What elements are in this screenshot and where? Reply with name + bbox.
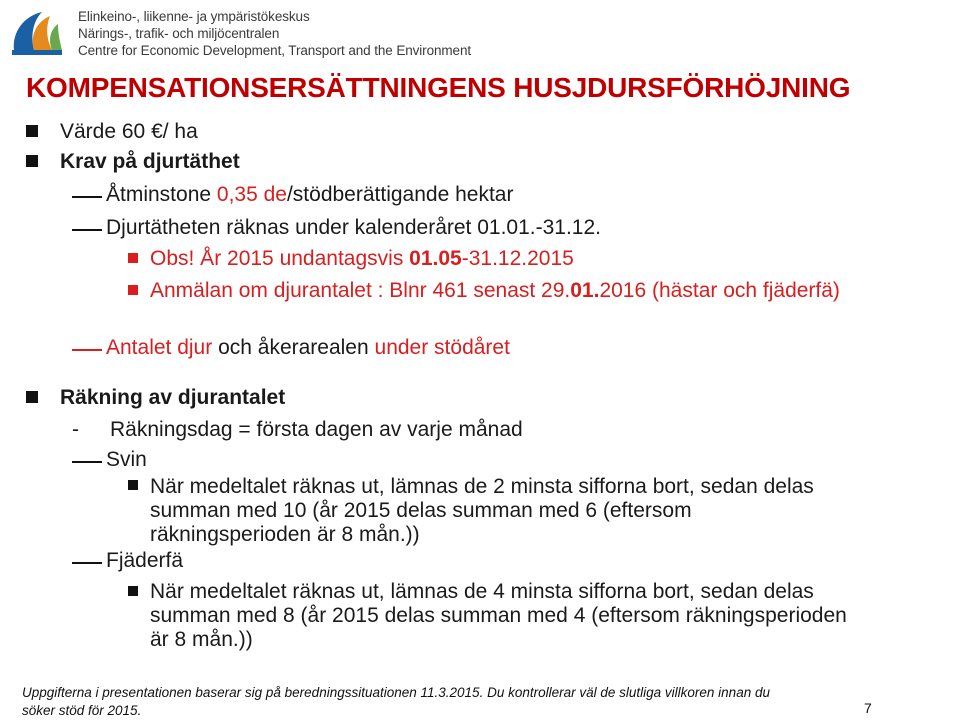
fj-text-2: summan med 8 (år 2015 delas summan med 4 (eftersom räkningsperioden xyxy=(150,604,847,627)
anmalan-part: Anmälan om djurantalet : Blnr 461 senast 29. xyxy=(150,279,571,302)
svin-text-1: När medeltalet räknas ut, lämnas de 2 minsta sifforna bort, sedan delas xyxy=(150,475,814,498)
dash-red-icon xyxy=(72,349,102,351)
dash-icon xyxy=(72,196,102,198)
fj-text-3: är 8 mån.)) xyxy=(150,628,253,651)
djurtathet-text: Djurtätheten räknas under kalenderåret 01.01.-31.12. xyxy=(106,216,601,239)
bullet-square-red-icon xyxy=(128,253,138,263)
antalet-djur: Antalet djur xyxy=(106,336,213,359)
anmalan-rest: 2016 (hästar och fjäderfä) xyxy=(599,279,840,302)
atminstone-part: Åtminstone xyxy=(106,183,217,206)
obs-text xyxy=(150,247,574,271)
obs-part: Obs! År 2015 undantagsvis xyxy=(150,247,410,270)
value-text: Värde 60 €/ ha xyxy=(60,120,198,143)
dash-icon xyxy=(72,229,102,231)
krav-heading: Krav på djurtäthet xyxy=(60,150,240,173)
slide-title: KOMPENSATIONSERSÄTTNINGENS HUSJDURSFÖRHÖJNING xyxy=(26,72,851,103)
bullet-square-icon xyxy=(26,125,38,137)
bullet-square-icon xyxy=(128,586,138,596)
org-name-swedish: Närings-, trafik- och miljöcentralen xyxy=(78,26,280,41)
dash-icon xyxy=(72,461,102,463)
bullet-square-icon xyxy=(26,391,38,403)
density-value: 0,35 xyxy=(216,183,258,206)
fjaderfa-label: Fjäderfä xyxy=(106,549,184,572)
org-name-finnish: Elinkeino-, liikenne- ja ympäristökeskus xyxy=(78,9,310,24)
de-unit: de xyxy=(263,183,287,206)
svin-label: Svin xyxy=(106,448,147,471)
obs-date-end: -31.12.2015 xyxy=(461,247,574,270)
bullet-square-icon xyxy=(26,155,38,167)
rakning-heading: Räkning av djurantalet xyxy=(60,386,286,409)
antalet-text xyxy=(106,336,510,360)
rakningsdag-dash: - xyxy=(72,418,79,441)
anmalan-text xyxy=(150,279,840,303)
page-number: 7 xyxy=(864,700,872,716)
antalet-period: under stödåret xyxy=(374,336,510,359)
fj-text-1: När medeltalet räknas ut, lämnas de 4 minsta sifforna bort, sedan delas xyxy=(150,580,814,603)
bullet-square-icon xyxy=(128,480,138,490)
footer-note-line-1: Uppgifterna i presentationen baserar sig på beredningssituationen 11.3.2015. Du kontrollerar väl de slutliga villkoren innan du xyxy=(22,685,770,700)
org-name-english: Centre for Economic Development, Transport and the Environment xyxy=(78,43,471,58)
antalet-middle: och åkerarealen xyxy=(212,336,375,359)
ely-centre-logo xyxy=(6,4,66,64)
rakningsdag-text: Räkningsdag = första dagen av varje månad xyxy=(110,418,523,441)
bullet-square-red-icon xyxy=(128,285,138,295)
svin-text-2: summan med 10 (år 2015 delas summan med 6 (eftersom xyxy=(150,499,692,522)
obs-date-start: 01.05 xyxy=(409,247,462,270)
atminstone-rest: /stödberättigande hektar xyxy=(286,183,514,206)
footer-note xyxy=(22,684,842,720)
footer-note-line-2: söker stöd för 2015. xyxy=(22,703,142,718)
dash-icon xyxy=(72,562,102,564)
anmalan-month: 01. xyxy=(570,279,600,302)
svin-text-3: räkningsperioden är 8 mån.)) xyxy=(150,523,420,546)
atminstone-text xyxy=(106,183,513,207)
